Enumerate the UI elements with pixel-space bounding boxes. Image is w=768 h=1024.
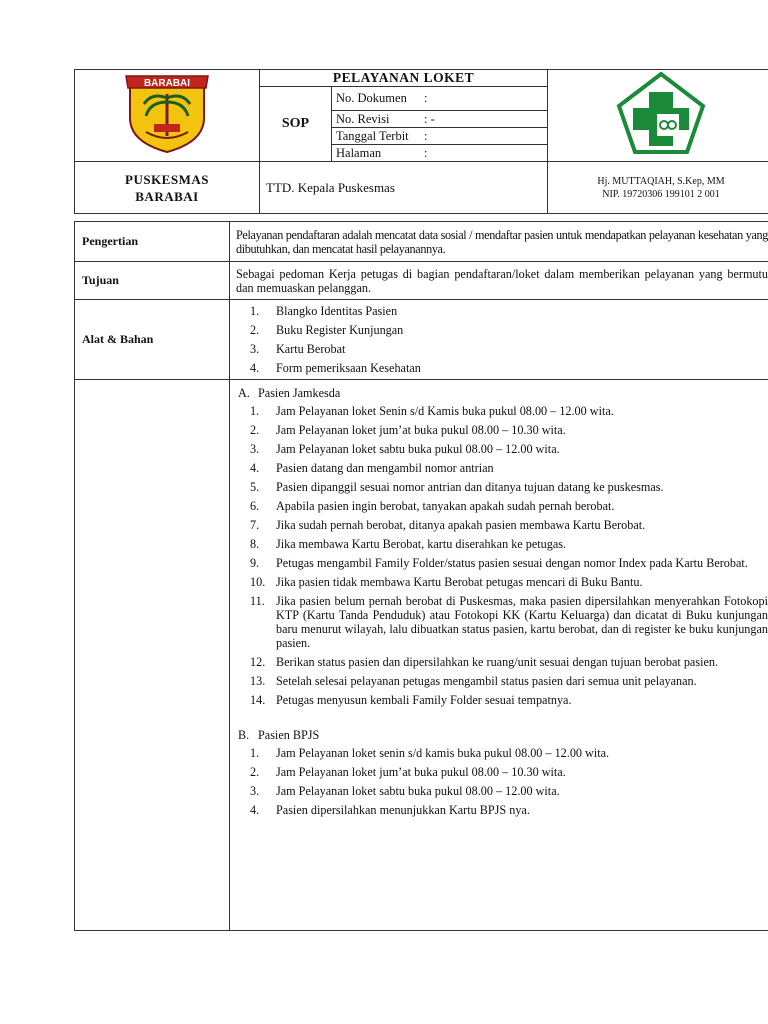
alat-bahan-label: Alat & Bahan (75, 300, 230, 380)
list-item: 4. Pasien datang dan mengambil nomor antrian (250, 461, 494, 475)
organization-name: PUSKESMAS BARABAI (75, 162, 260, 214)
list-item: 2. Jam Pelayanan loket jum’at buka pukul 08.00 – 10.30 wita. (250, 423, 566, 437)
sop-header-table (74, 69, 768, 214)
list-item: 3. Jam Pelayanan loket sabtu buka pukul 08.00 – 12.00 wita. (250, 442, 560, 456)
list-item: 1. Blangko Identitas Pasien (250, 304, 398, 318)
list-item: 1. Jam Pelayanan loket Senin s/d Kamis buka pukul 08.00 – 12.00 wita. (250, 404, 614, 418)
list-item: 5. Pasien dipanggil sesuai nomor antrian dan ditanya tujuan datang ke puskesmas. (250, 480, 664, 494)
list-item: 12. Berikan status pasien dan dipersilahkan ke ruang/unit sesuai dengan tujuan berobat pasien. (250, 655, 719, 669)
list-item: 6. Apabila pasien ingin berobat, tanyakan apakah sudah pernah berobat. (250, 499, 615, 513)
svg-text:BARABAI: BARABAI (143, 78, 191, 89)
tujuan-label: Tujuan (75, 262, 230, 300)
pengertian-label: Pengertian (75, 222, 230, 262)
puskesmas-logo-cell (548, 70, 768, 162)
meta-tanggal-terbit: Tanggal Terbit : (332, 128, 548, 145)
list-item: 3. Kartu Berobat (250, 342, 346, 356)
alat-bahan-cell (230, 300, 768, 380)
section-b-list (236, 746, 768, 817)
list-item: 1. Jam Pelayanan loket senin s/d kamis buka pukul 08.00 – 12.00 wita. (250, 746, 610, 760)
meta-halaman: Halaman : (332, 145, 548, 162)
meta-no-dokumen: No. Dokumen : (332, 87, 548, 111)
list-item: 9. Petugas mengambil Family Folder/status pasien sesuai dengan nomor Index pada Kartu Berobat. (250, 556, 748, 570)
list-item: 2. Jam Pelayanan loket jum’at buka pukul 08.00 – 10.30 wita. (250, 765, 566, 779)
puskesmas-cross-logo (613, 70, 709, 156)
section-b-heading: B. Pasien BPJS (238, 728, 320, 742)
list-item: 2. Buku Register Kunjungan (250, 323, 404, 337)
list-item: 7. Jika sudah pernah berobat, ditanya apakah pasien membawa Kartu Berobat. (250, 518, 646, 532)
pengertian-text: Pelayanan pendaftaran adalah mencatat data sosial / mendaftar pasien untuk mendapatkan pelayanan kesehatan yang dibutuhkan, dan mencatat hasil pelayanannya. (230, 222, 768, 262)
barabai-emblem-logo (122, 72, 212, 154)
alat-bahan-list (236, 304, 768, 375)
document-title: PELAYANAN LOKET (260, 70, 548, 87)
prosedur-cell (230, 380, 768, 931)
list-item: 4. Form pemeriksaan Kesehatan (250, 361, 421, 375)
section-a-list (236, 404, 768, 707)
list-item: 10. Jika pasien tidak membawa Kartu Berobat petugas mencari di Buku Bantu. (250, 575, 643, 589)
signature-title: TTD. Kepala Puskesmas (260, 162, 548, 214)
list-item: 14. Petugas menyusun kembali Family Folder sesuai tempatnya. (250, 693, 572, 707)
list-item: 3. Jam Pelayanan loket sabtu buka pukul 08.00 – 12.00 wita. (250, 784, 560, 798)
section-a-heading: A. Pasien Jamkesda (238, 386, 341, 400)
list-item: 13. Setelah selesai pelayanan petugas mengambil status pasien dari semua unit pelayanan. (250, 674, 697, 688)
meta-no-revisi: No. Revisi : - (332, 111, 548, 128)
tujuan-text: Sebagai pedoman Kerja petugas di bagian pendaftaran/loket dalam memberikan pelayanan yang bermutu dan memuaskan pelanggan. (230, 262, 768, 300)
barabai-logo-cell (75, 70, 260, 162)
sop-label: SOP (260, 87, 332, 162)
prosedur-label-empty (75, 380, 230, 931)
list-item: 11. Jika pasien belum pernah berobat di Puskesmas, maka pasien dipersilahkan menyerahkan Fotokopi KTP (Kartu Tanda Penduduk) atau Fotokopi KK (Kartu Keluarga) dan dicatat di Buku kunjungan baru menurut wilayah, lalu dibuatkan status pasien, kartu berobat, dan di register ke buku kunjungan pasien. (250, 594, 768, 650)
list-item: 4. Pasien dipersilahkan menunjukkan Kartu BPJS nya. (250, 803, 530, 817)
signatory: Hj. MUTTAQIAH, S.Kep, MM NIP. 19720306 199101 2 001 (548, 162, 768, 214)
sop-content-table (74, 221, 768, 931)
list-item: 8. Jika membawa Kartu Berobat, kartu diserahkan ke petugas. (250, 537, 567, 551)
